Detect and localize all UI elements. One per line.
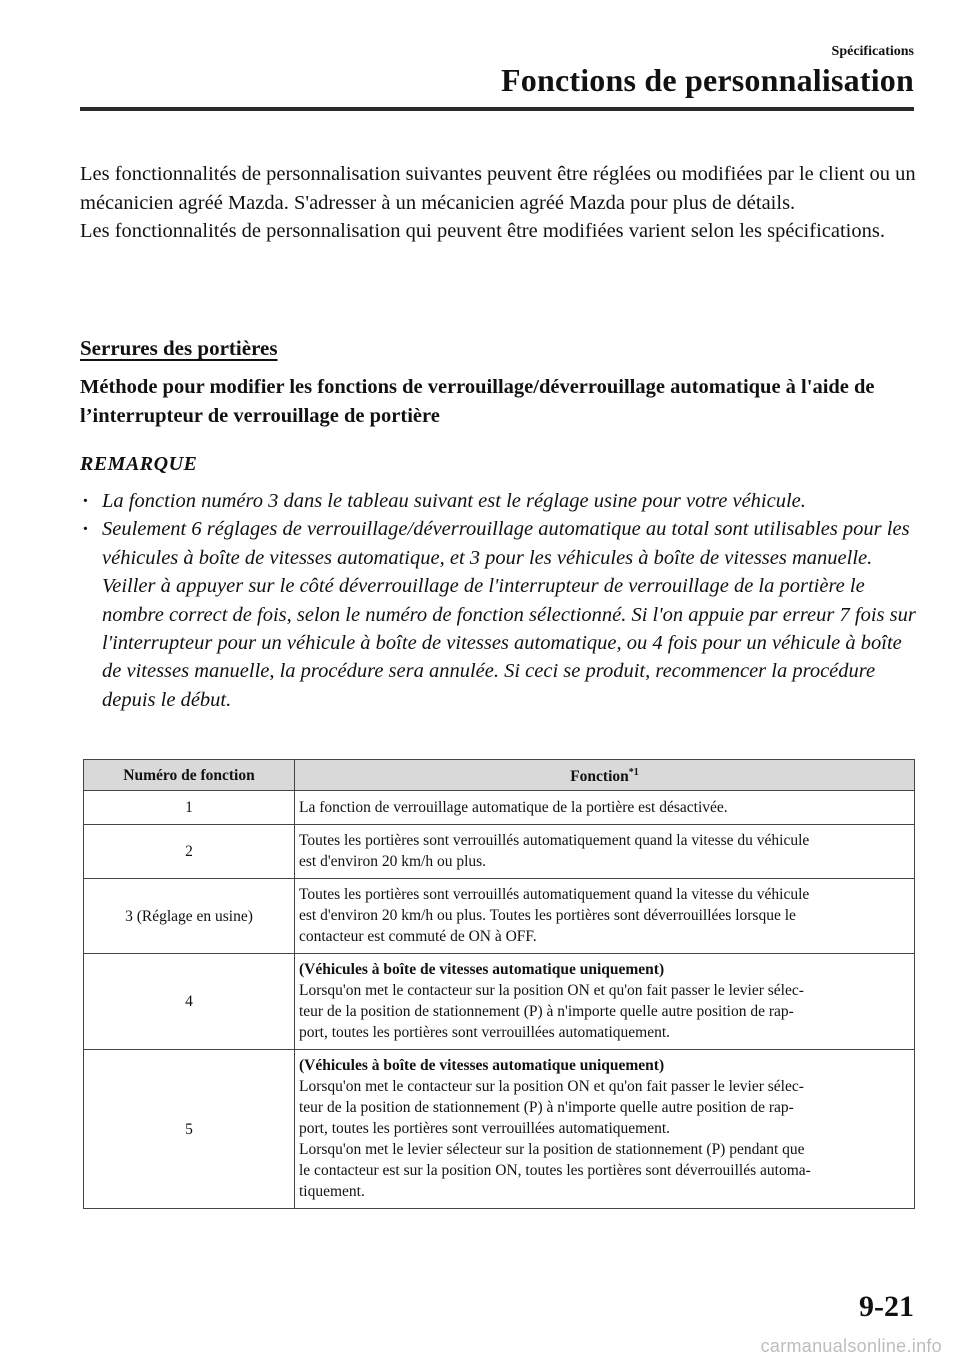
function-description bbox=[295, 954, 915, 1050]
table-row bbox=[84, 1050, 915, 1209]
description-line: port, toutes les portières sont verrouillées automatiquement. bbox=[299, 1120, 671, 1137]
function-number: 4 bbox=[84, 954, 295, 1050]
description-condition: (Véhicules à boîte de vitesses automatique uniquement) bbox=[299, 961, 665, 978]
table-row bbox=[84, 879, 915, 954]
description-line: Toutes les portières sont verrouillés automatiquement quand la vitesse du véhicule bbox=[299, 886, 810, 903]
footnote-marker: *1 bbox=[628, 767, 639, 779]
description-line: Lorsqu'on met le contacteur sur la position ON et qu'on fait passer le levier sélec- bbox=[299, 982, 804, 999]
description-line: La fonction de verrouillage automatique de la portière est désactivée. bbox=[299, 798, 728, 816]
note-list bbox=[80, 487, 920, 714]
table-row bbox=[84, 791, 915, 825]
function-description bbox=[295, 879, 915, 954]
table-header-row bbox=[84, 760, 915, 791]
note-item: · La fonction numéro 3 dans le tableau suivant est le réglage usine pour votre véhicule. bbox=[80, 487, 920, 515]
intro-paragraph-1: Les fonctionnalités de personnalisation suivantes peuvent être réglées ou modifiées par le client ou un mécanicien agréé Mazda. S'adresser à un mécanicien agréé Mazda pour plus de détails. bbox=[80, 163, 916, 214]
description-line: Toutes les portières sont verrouillés automatiquement quand la vitesse du véhicule bbox=[299, 832, 810, 849]
intro-text bbox=[80, 160, 920, 246]
function-table bbox=[83, 759, 915, 1209]
description-line: port, toutes les portières sont verrouillées automatiquement. bbox=[299, 1024, 671, 1041]
description-line: est d'environ 20 km/h ou plus. Toutes les portières sont déverrouillées lorsque le bbox=[299, 907, 796, 924]
intro-paragraph-2: Les fonctionnalités de personnalisation qui peuvent être modifiées varient selon les spécifications. bbox=[80, 220, 885, 242]
description-line: Lorsqu'on met le contacteur sur la position ON et qu'on fait passer le levier sélec- bbox=[299, 1078, 804, 1095]
function-number: 3 (Réglage en usine) bbox=[84, 879, 295, 954]
description-line: teur de la position de stationnement (P) à n'importe quelle autre position de rap- bbox=[299, 1099, 794, 1116]
function-description bbox=[295, 791, 915, 825]
column-header-number: Numéro de fonction bbox=[84, 760, 295, 791]
page-number: 9-21 bbox=[859, 1290, 914, 1323]
page-title: Fonctions de personnalisation bbox=[501, 62, 914, 98]
description-line: le contacteur est sur la position ON, toutes les portières sont déverrouillés automa- bbox=[299, 1162, 811, 1179]
description-line: est d'environ 20 km/h ou plus. bbox=[299, 853, 487, 870]
table-row bbox=[84, 825, 915, 879]
sub-heading: Méthode pour modifier les fonctions de verrouillage/déverrouillage automatique à l'aide de l’interrupteur de verrouillage de portière bbox=[80, 376, 875, 427]
note-title: REMARQUE bbox=[80, 453, 198, 475]
description-line: teur de la position de stationnement (P) à n'importe quelle autre position de rap- bbox=[299, 1003, 794, 1020]
function-description bbox=[295, 825, 915, 879]
description-line: tiquement. bbox=[299, 1183, 365, 1200]
description-condition: (Véhicules à boîte de vitesses automatique uniquement) bbox=[299, 1057, 665, 1074]
description-line: contacteur est commuté de ON à OFF. bbox=[299, 928, 537, 945]
section-heading: Serrures des portières bbox=[80, 336, 278, 360]
column-header-function bbox=[295, 760, 915, 791]
function-number: 2 bbox=[84, 825, 295, 879]
header-section-label: Spécifications bbox=[831, 44, 914, 59]
function-number: 1 bbox=[84, 791, 295, 825]
table-row bbox=[84, 954, 915, 1050]
function-description bbox=[295, 1050, 915, 1209]
header-divider bbox=[80, 107, 914, 111]
watermark: carmanualsonline.info bbox=[760, 1336, 942, 1356]
note-item: · Seulement 6 réglages de verrouillage/déverrouillage automatique au total sont utilisables pour les véhicules à boîte de vitesses automatique, et 3 pour les véhicules à boîte de vitesses manuelle. Veiller à appuyer sur le côté déverrouillage de l'interrupteur de verrouillage de la portière le nombre correct de fois, selon le numéro de fonction sélectionné. Si l'on appuie par erreur 7 fois sur l'interrupteur pour un véhicule à boîte de vitesses automatique, ou 4 fois pour un véhicule à boîte de vitesses manuelle, la procédure sera annulée. Si ceci se produit, recommencer la procédure depuis le début. bbox=[80, 515, 920, 714]
function-number: 5 bbox=[84, 1050, 295, 1209]
column-header-function-label: Fonction bbox=[570, 768, 629, 786]
description-line: Lorsqu'on met le levier sélecteur sur la position de stationnement (P) pendant que bbox=[299, 1141, 805, 1158]
